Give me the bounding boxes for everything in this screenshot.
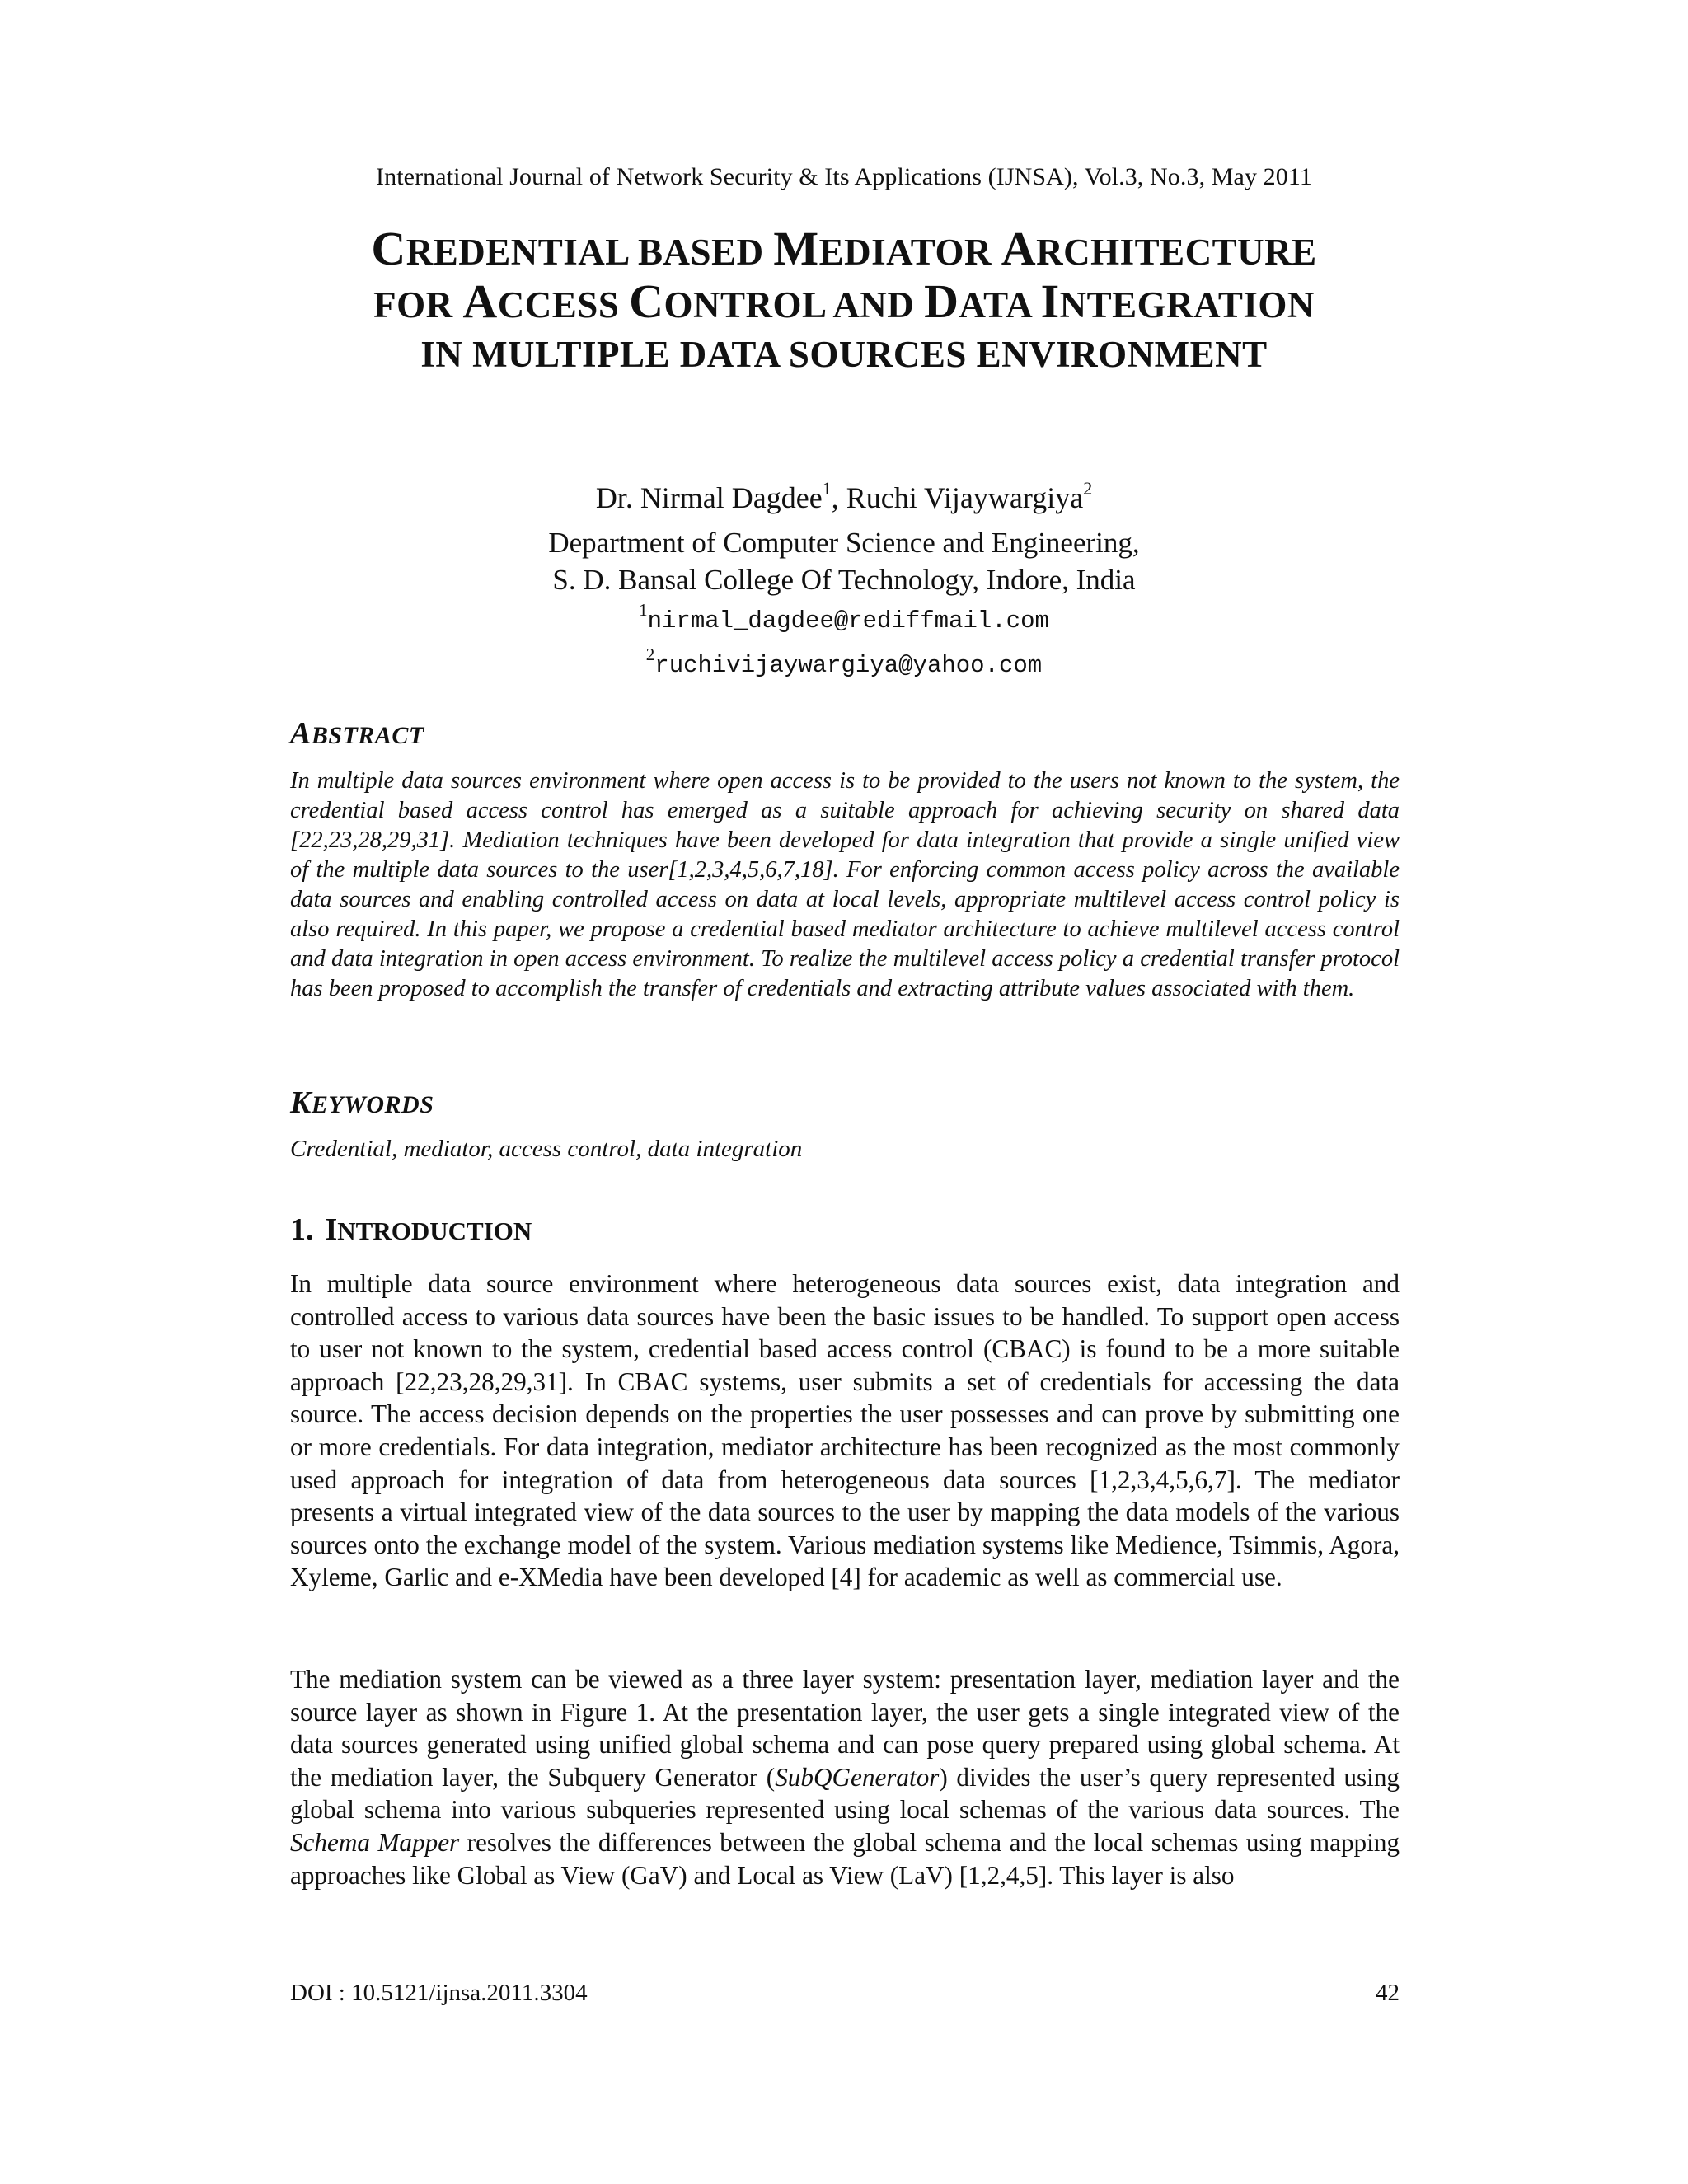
affiliation-department: Department of Computer Science and Engineering, (548, 527, 1140, 559)
email-line: $^1$nirmal_dagdee@rediffmail.com (639, 600, 1049, 635)
author-list: Dr. Nirmal Dagdee$^1$, Ruchi Vijaywargiya$^2$ (595, 478, 1093, 514)
email-line: $^2$ruchivijaywargiya@yahoo.com (645, 644, 1043, 679)
email-address[interactable]: nirmal_dagdee@rediffmail.com (647, 607, 1049, 635)
author-name: Dr. Nirmal Dagdee (595, 481, 823, 514)
section-number: 1. (290, 1212, 314, 1247)
schema-mapper-term: Schema Mapper (290, 1827, 460, 1857)
email-address[interactable]: ruchivijaywargiya@yahoo.com (654, 652, 1043, 679)
affiliation-marker: 2 (1083, 478, 1093, 499)
affiliation-institution: S. D. Bansal College Of Technology, Indore, India (552, 564, 1136, 596)
title-line-1: CREDENTIAL BASED MEDIATOR ARCHITECTURE (371, 222, 1317, 275)
footer-doi: DOI : 10.5121/ijnsa.2011.3304 (290, 1980, 588, 2006)
title-line-2: FOR ACCESS CONTROL AND DATA INTEGRATION (373, 274, 1315, 328)
abstract-heading: ABSTRACT (290, 716, 424, 751)
subquery-generator-term: SubQGenerator (775, 1762, 940, 1792)
author-name: Ruchi Vijaywargiya (846, 481, 1084, 514)
author-emails (0, 593, 1688, 682)
paper-title (247, 224, 1441, 379)
page-number: 42 (1376, 1980, 1400, 2006)
introduction-heading: 1. INTRODUCTION (290, 1212, 532, 1247)
running-header: International Journal of Network Security & Its Applications (IJNSA), Vol.3, No.3, May 2011 (376, 163, 1312, 190)
affiliation-marker: 1 (822, 478, 832, 499)
title-line-3: IN MULTIPLE DATA SOURCES ENVIRONMENT (420, 334, 1268, 375)
introduction-paragraph-1: In multiple data source environment where heterogeneous data sources exist, data integration and controlled access to various data sources have been the basic issues to be handled. To support open access to user not known to the system, credential based access control (CBAC) is found to be a more suitable approach [22,23,28,29,31]. In CBAC systems, user submits a set of credentials for accessing the data source. The access decision depends on the properties the user possesses and can prove by submitting one or more credentials. For data integration, mediator architecture has been recognized as the most commonly used approach for integration of data from heterogeneous data sources [1,2,3,4,5,6,7]. The mediator presents a virtual integrated view of the data sources to the user by mapping the data models of the various sources onto the exchange model of the system. Various mediation systems like Medience, Tsimmis, Agora, Xyleme, Garlic and e-XMedia have been developed [4] for academic as well as commercial use. (290, 1269, 1400, 1592)
keywords-text: Credential, mediator, access control, data integration (290, 1136, 803, 1162)
abstract-text: In multiple data sources environment where open access is to be provided to the users not known to the system, the credential based access control has emerged as a suitable approach for achieving security on shared data [22,23,28,29,31]. Mediation techniques have been developed for data integration that provide a single unified view of the multiple data sources to the user[1,2,3,4,5,6,7,18]. For enforcing common access policy across the available data sources and enabling controlled access on data at local levels, appropriate multilevel access control policy is also required. In this paper, we propose a credential based mediator architecture to achieve multilevel access control and data integration in open access environment. To realize the multilevel access policy a credential transfer protocol has been proposed to accomplish the transfer of credentials and extracting attribute values associated with them. (290, 768, 1400, 1001)
affiliation (0, 524, 1688, 598)
introduction-paragraph-2: The mediation system can be viewed as a three layer system: presentation layer, mediation layer and the source layer as shown in Figure 1. At the presentation layer, the user gets a single integrated view of the data sources generated using unified global schema and can pose query prepared using global schema. At the mediation layer, the Subquery Generator (SubQGenerator) divides the user’s query represented using global schema into various subqueries represented using local schemas of the various data sources. The Schema Mapper resolves the differences between the global schema and the local schemas using mapping approaches like Global as View (GaV) and Local as View (LaV) [1,2,4,5]. This layer is also (290, 1665, 1400, 1890)
keywords-heading: KEYWORDS (290, 1085, 434, 1120)
